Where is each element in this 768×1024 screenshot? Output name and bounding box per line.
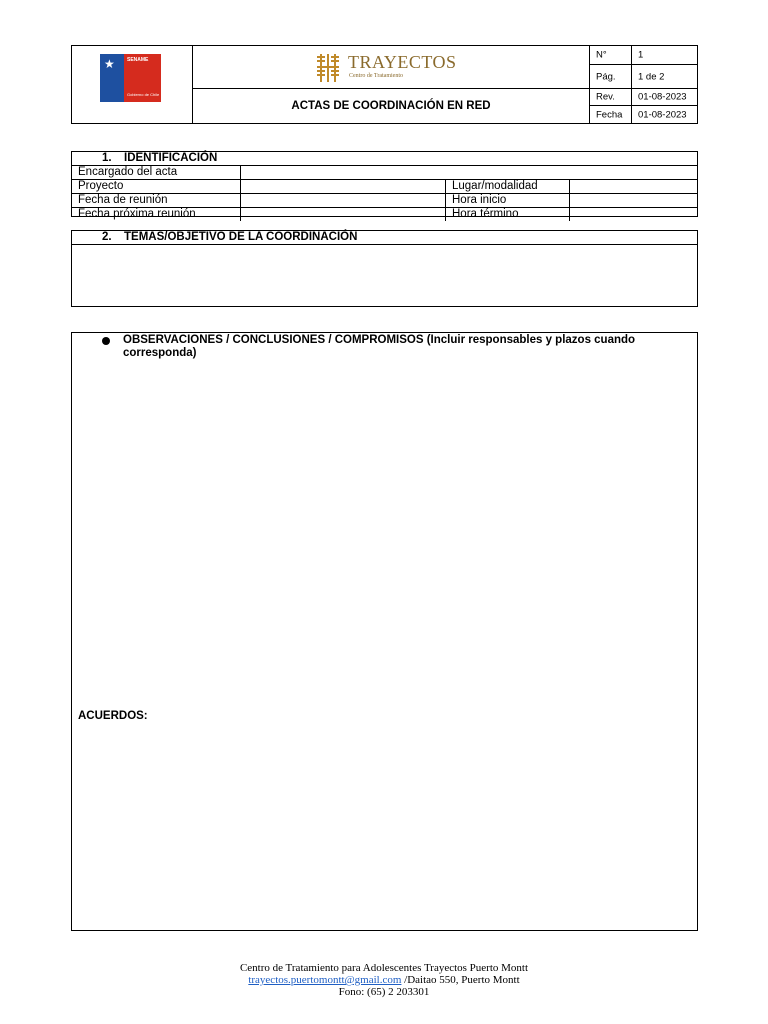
hora-termino-field[interactable] — [570, 208, 697, 220]
table-row: Fecha próxima reunión Hora término — [72, 208, 697, 221]
meta-row: Pág. 1 de 2 — [590, 65, 698, 89]
footer-phone: Fono: (65) 2 203301 — [338, 986, 430, 998]
page-footer — [0, 962, 768, 998]
government-seal-logo — [100, 54, 161, 102]
meta-row: Rev. 01-08-2023 — [590, 89, 698, 106]
observaciones-heading: OBSERVACIONES / CONCLUSIONES / COMPROMISOS (Incluir responsables y plazos cuando corresponda) — [123, 334, 636, 359]
document-title: ACTAS DE COORDINACIÓN EN RED — [291, 100, 491, 112]
lugar-field[interactable] — [570, 180, 697, 192]
table-row: Proyecto Lugar/modalidad — [72, 180, 697, 194]
proyecto-field[interactable] — [241, 180, 444, 192]
footer-address: /Daitao 550, Puerto Montt — [401, 974, 520, 986]
temas-section — [71, 230, 698, 307]
identificacion-section — [71, 151, 698, 220]
fecha-proxima-field[interactable] — [241, 208, 444, 220]
observaciones-field[interactable] — [72, 363, 697, 703]
encargado-field[interactable] — [241, 166, 697, 178]
star-icon: ★ — [104, 57, 115, 71]
footer-email-link[interactable]: trayectos.puertomontt@gmail.com — [248, 974, 402, 986]
brand-name: TRAYECTOS — [348, 52, 457, 72]
fecha-reunion-field[interactable] — [241, 194, 444, 206]
acuerdos-field[interactable] — [72, 725, 697, 925]
temas-field[interactable] — [72, 245, 697, 307]
section-heading: 2. TEMAS/OBJETIVO DE LA COORDINACIÓN — [72, 231, 697, 245]
footer-line1: Centro de Tratamiento para Adolescentes Trayectos Puerto Montt — [239, 962, 529, 974]
logo-cell — [72, 46, 193, 123]
brand-cell — [193, 46, 589, 89]
seal-line2: Gobierno de Chile — [127, 92, 160, 97]
observaciones-section — [71, 332, 698, 931]
document-header — [71, 45, 698, 124]
section-heading: 1. IDENTIFICACIÓN — [72, 152, 697, 166]
trayectos-logo-icon — [317, 54, 341, 82]
seal-line1: SENAME — [127, 57, 149, 63]
hora-inicio-field[interactable] — [570, 194, 697, 206]
acuerdos-label: ACUERDOS: — [78, 710, 148, 722]
table-row: Fecha de reunión Hora inicio — [72, 194, 697, 208]
brand-subtitle: Centro de Tratamiento — [349, 73, 403, 79]
meta-row: N° 1 — [590, 46, 698, 65]
bullet-icon — [102, 337, 110, 345]
document-meta — [589, 46, 698, 123]
meta-row: Fecha 01-08-2023 — [590, 106, 698, 123]
table-row: Encargado del acta — [72, 166, 697, 180]
